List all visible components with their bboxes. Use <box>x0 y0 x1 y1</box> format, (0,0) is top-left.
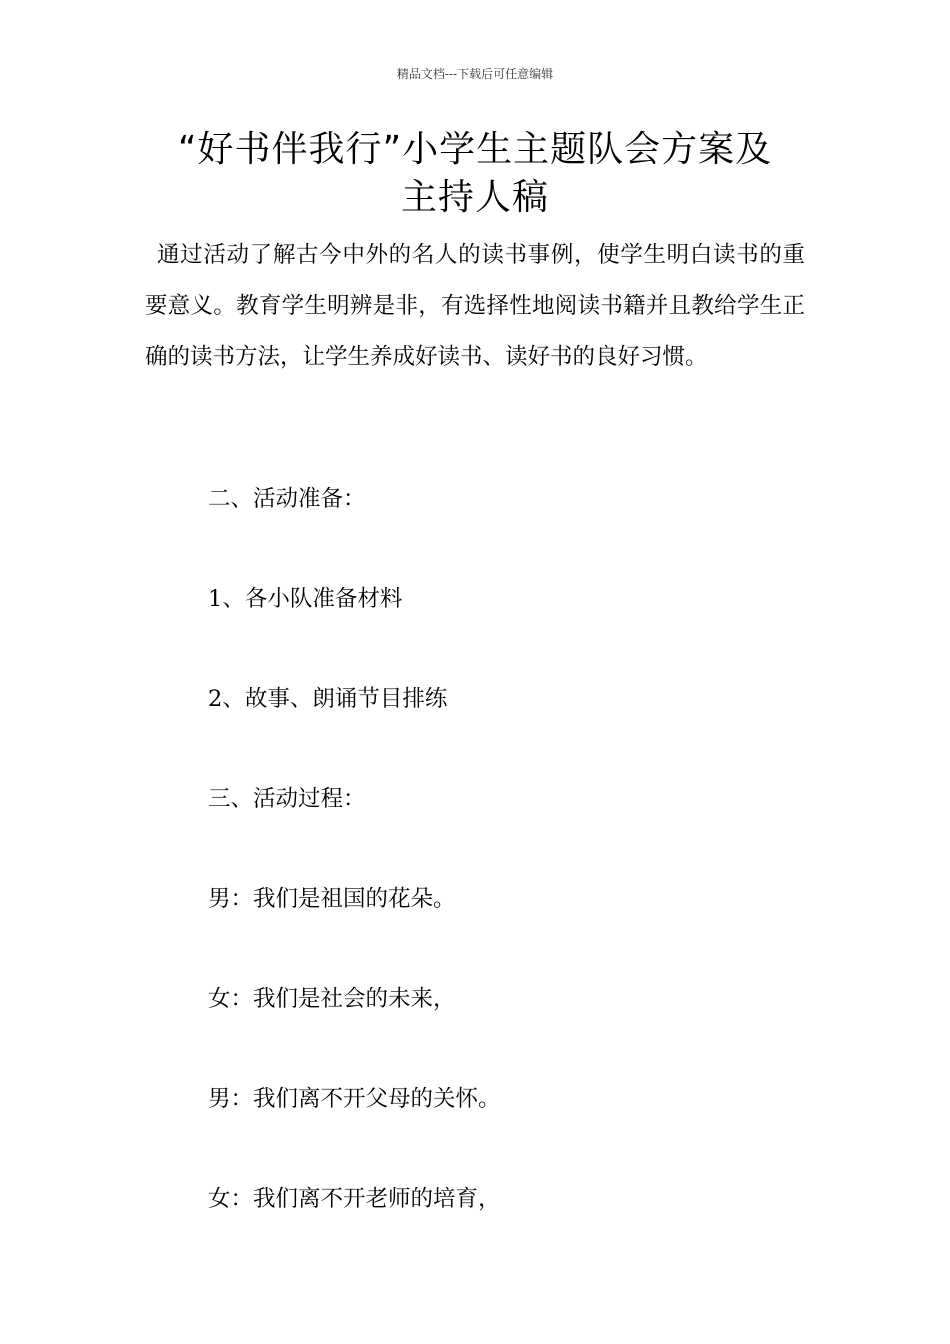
title-line-1: “好书伴我行”小学生主题队会方案及 <box>177 129 773 170</box>
dialogue-line: 男：我们离不开父母的关怀。 <box>208 1086 501 1112</box>
dialogue-line: 男：我们是祖国的花朵。 <box>208 886 456 912</box>
section-heading-process: 三、活动过程： <box>208 786 366 812</box>
dialogue-line: 女：我们是社会的未来， <box>208 986 456 1012</box>
list-item: 1、各小队准备材料 <box>208 586 403 612</box>
title-line-2: 主持人稿 <box>400 177 549 218</box>
section-heading-preparation: 二、活动准备： <box>208 486 366 512</box>
page-header: 精品文档---下载后可任意编辑 <box>396 67 554 81</box>
intro-paragraph: 通过活动了解古今中外的名人的读书事例，使学生明白读书的重要意义。教育学生明辨是非，有选择性地阅读书籍并且教给学生正确的读书方法，让学生养成好读书、读好书的良好习惯。 <box>145 242 805 370</box>
dialogue-line: 女：我们离不开老师的培育， <box>208 1186 501 1212</box>
list-item: 2、故事、朗诵节目排练 <box>208 686 448 712</box>
document-title <box>100 126 850 222</box>
